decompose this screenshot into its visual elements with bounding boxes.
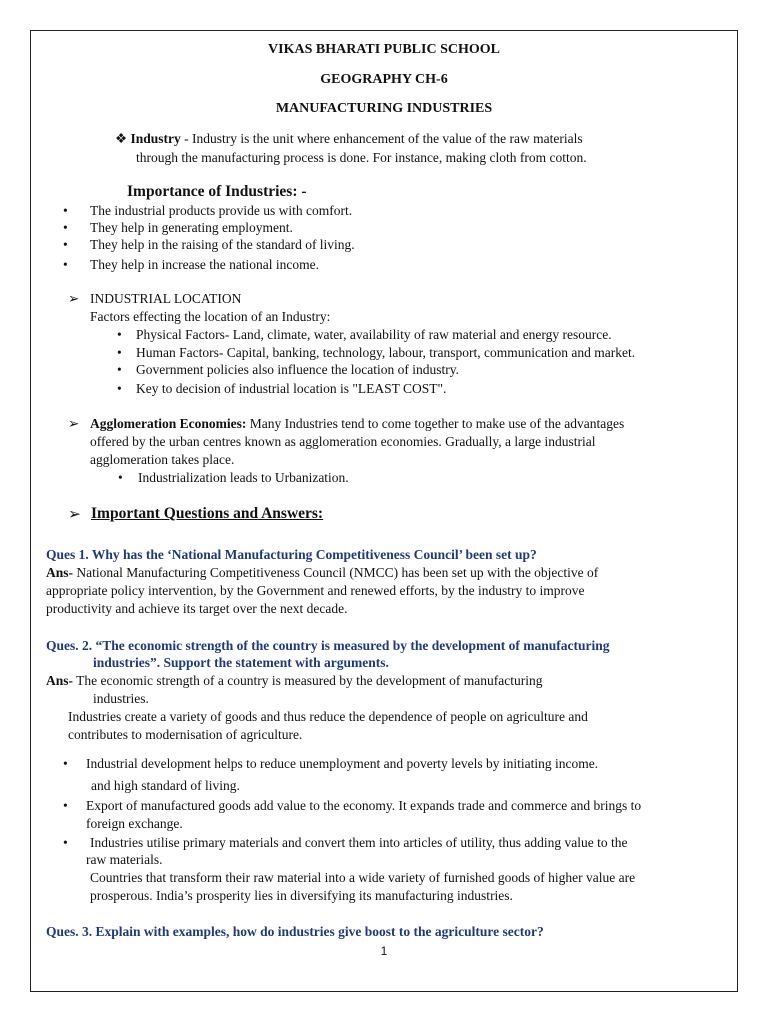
- list-item: • Industrial development helps to reduce unemployment and poverty levels by initiating income.: [63, 756, 599, 771]
- answer-label: Ans-: [46, 565, 74, 580]
- arrow-bullet-icon: ➢: [68, 291, 80, 306]
- bullet-icon: •: [63, 237, 68, 252]
- industry-line-2: through the manufacturing process is done. For instance, making cloth from cotton.: [136, 150, 587, 165]
- answer-1-line-1: Ans- National Manufacturing Competitiveness Council (NMCC) has been set up with the objective of: [46, 565, 599, 580]
- list-item: • Industrialization leads to Urbanization.: [118, 470, 349, 485]
- list-item: • The industrial products provide us with comfort.: [63, 203, 353, 218]
- answer-2-line-5: Countries that transform their raw material into a wide variety of furnished goods of higher value are: [90, 870, 636, 885]
- list-item: • Human Factors- Capital, banking, technology, labour, transport, communication and market.: [117, 345, 636, 360]
- bullet-icon: •: [117, 362, 122, 377]
- location-section: [68, 291, 242, 307]
- bullet-icon: •: [63, 220, 68, 235]
- agglomeration-line-1: Many Industries tend to come together to make use of the advantages: [246, 416, 625, 431]
- answer-2-line-3: Industries create a variety of goods and thus reduce the dependence of people on agriculture and: [68, 709, 588, 724]
- list-item: • They help in generating employment.: [63, 220, 293, 235]
- list-item: • They help in increase the national income.: [63, 257, 320, 272]
- chapter-title: MANUFACTURING INDUSTRIES: [275, 101, 493, 116]
- answer-2-line-4: contributes to modernisation of agriculture.: [68, 727, 303, 742]
- bullet-icon: •: [63, 257, 68, 272]
- page-number: 1: [380, 944, 388, 958]
- list-item-continuation: foreign exchange.: [86, 816, 183, 831]
- bullet-icon: •: [63, 798, 68, 813]
- answer-2-line-2: industries.: [93, 691, 149, 706]
- bullet-icon: •: [63, 835, 68, 850]
- question-2-line-1: Ques. 2. “The economic strength of the country is measured by the development of manufacturing: [46, 638, 610, 653]
- bullet-icon: •: [117, 345, 122, 360]
- list-item: • They help in the raising of the standard of living.: [63, 237, 355, 252]
- answer-1-line-3: productivity and achieve its target over the next decade.: [46, 601, 348, 616]
- bullet-icon: •: [63, 756, 68, 771]
- question-3: Ques. 3. Explain with examples, how do industries give boost to the agriculture sector?: [46, 924, 544, 939]
- bullet-icon: •: [63, 203, 68, 218]
- question-1: Ques 1. Why has the ‘National Manufacturing Competitiveness Council’ been set up?: [46, 547, 537, 562]
- agglomeration-section: [68, 416, 625, 432]
- list-item: • Government policies also influence the location of industry.: [117, 362, 460, 377]
- arrow-bullet-icon: ➢: [68, 416, 80, 431]
- arrow-bullet-icon: ➢: [68, 506, 81, 523]
- answer-2-line-1: Ans- The economic strength of a country is measured by the development of manufacturing: [46, 673, 543, 688]
- list-item: • Physical Factors- Land, climate, water, availability of raw material and energy resource.: [117, 327, 612, 342]
- diamond-bullet-icon: ❖: [115, 131, 128, 146]
- qa-section: [68, 505, 324, 524]
- question-2-line-2: industries”. Support the statement with arguments.: [93, 655, 389, 670]
- answer-label: Ans-: [46, 673, 74, 688]
- industry-term: Industry: [130, 131, 181, 146]
- list-item: • Industries utilise primary materials and convert them into articles of utility, thus adding value to the: [63, 835, 628, 850]
- bullet-icon: •: [118, 470, 123, 485]
- agglomeration-line-3: agglomeration takes place.: [90, 452, 235, 467]
- location-intro: Factors effecting the location of an Industry:: [90, 309, 331, 324]
- answer-1-line-2: appropriate policy intervention, by the Government and renewed efforts, by the industry to improve: [46, 583, 585, 598]
- list-item: • Key to decision of industrial location is "LEAST COST".: [117, 381, 447, 396]
- importance-heading: Importance of Industries: -: [127, 183, 307, 200]
- bullet-icon: •: [117, 327, 122, 342]
- list-item-continuation: raw materials.: [86, 852, 163, 867]
- list-item-continuation: and high standard of living.: [91, 778, 240, 793]
- subject-title: GEOGRAPHY CH-6: [320, 72, 448, 87]
- school-name: VIKAS BHARATI PUBLIC SCHOOL: [268, 42, 500, 57]
- bullet-icon: •: [117, 381, 122, 396]
- industry-definition: [115, 131, 583, 147]
- location-heading: INDUSTRIAL LOCATION: [90, 291, 242, 306]
- list-item: • Export of manufactured goods add value to the economy. It expands trade and commerce and brings to: [63, 798, 642, 813]
- agglomeration-term: Agglomeration Economies:: [90, 416, 247, 431]
- answer-2-line-6: prosperous. India’s prosperity lies in diversifying its manufacturing industries.: [90, 888, 513, 903]
- qa-heading: Important Questions and Answers:: [91, 505, 324, 522]
- agglomeration-line-2: offered by the urban centres known as agglomeration economies. Gradually, a large industrial: [90, 434, 596, 449]
- industry-line-1: - Industry is the unit where enhancement of the value of the raw materials: [180, 131, 583, 146]
